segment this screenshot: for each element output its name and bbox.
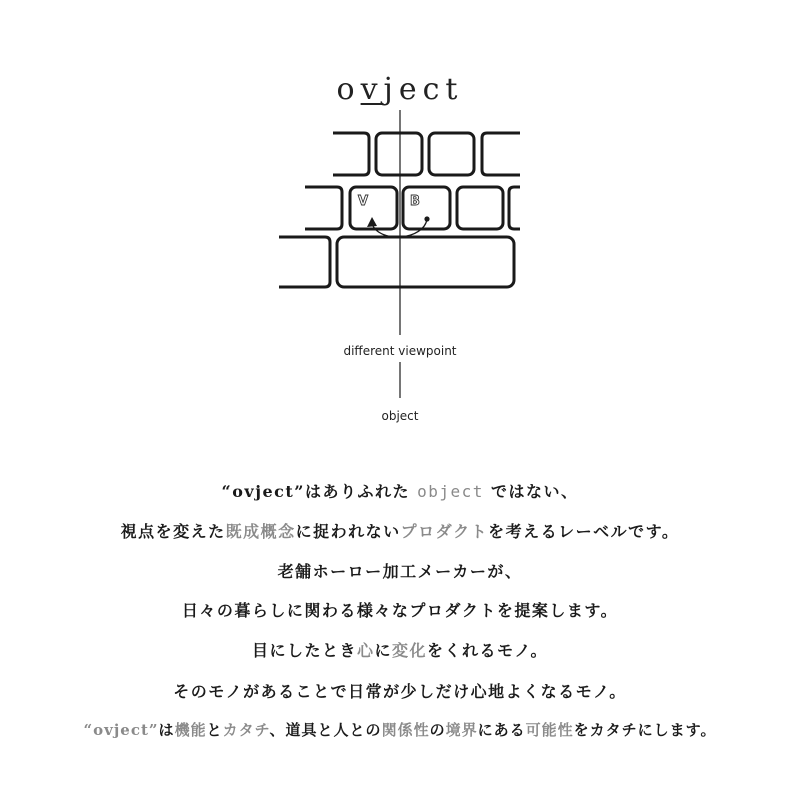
copy-text: 老舗ホーロー加工メーカーが、: [277, 562, 523, 581]
highlight-text: 境界: [445, 721, 478, 739]
highlight-text: カタチ: [222, 721, 270, 739]
highlight-text: “ovject”: [83, 721, 159, 739]
highlight-text: 心: [356, 641, 375, 660]
copy-line: [0, 559, 800, 582]
logo-accent-letter: v: [360, 72, 384, 107]
copy-line: [0, 638, 800, 661]
key-v-label: V: [358, 194, 369, 209]
copy-text: “ovject”はありふれた: [221, 482, 418, 501]
logo-part: ject: [383, 72, 464, 107]
copy-text: ではない、: [483, 482, 579, 501]
spacebar-key: [337, 237, 514, 287]
viewpoint-label: different viewpoint: [343, 344, 457, 358]
copy-line: [0, 479, 800, 502]
highlight-text: 機能: [174, 721, 207, 739]
copy-text: に: [374, 641, 392, 660]
keyboard-key: [305, 187, 342, 229]
copy-text: 目にしたとき: [251, 641, 357, 660]
copy-text: と: [206, 721, 223, 739]
highlight-text: プロダクト: [400, 522, 489, 541]
copy-text: 、道具と人との: [269, 721, 382, 739]
copy-line: [0, 719, 800, 740]
highlight-text: 関係性: [381, 721, 430, 739]
copy-text: に捉われない: [295, 522, 401, 541]
copy-line: [0, 679, 800, 702]
highlight-text: 可能性: [525, 721, 574, 739]
copy-text: を考えるレーベルです。: [488, 522, 680, 541]
keyboard-key: [457, 187, 503, 229]
highlight-text: 変化: [391, 641, 427, 660]
keyboard-key: [333, 133, 369, 175]
copy-text: の: [429, 721, 446, 739]
copy-text: をカタチにします。: [573, 721, 717, 739]
object-label: object: [381, 409, 419, 423]
logo-part: o: [336, 72, 361, 107]
keyboard-key: [429, 133, 474, 175]
copy-text: そのモノがあることで日常が少しだけ心地よくなるモノ。: [173, 682, 627, 701]
keyboard-key: [376, 133, 422, 175]
keyboard-key: [509, 187, 520, 229]
copy-text: は: [158, 721, 175, 739]
highlight-text: 既成概念: [225, 522, 296, 541]
copy-line: [0, 598, 800, 621]
copy-text: にある: [477, 721, 526, 739]
keyboard-key: [279, 237, 330, 287]
keyboard-key: [482, 133, 520, 175]
highlight-text: object: [417, 482, 484, 501]
copy-text: 視点を変えた: [120, 522, 226, 541]
copy-text: をくれるモノ。: [427, 641, 549, 660]
key-b-label: B: [410, 194, 420, 209]
copy-line: [0, 519, 800, 542]
copy-text: 日々の暮らしに関わる様々なプロダクトを提案します。: [181, 601, 619, 620]
